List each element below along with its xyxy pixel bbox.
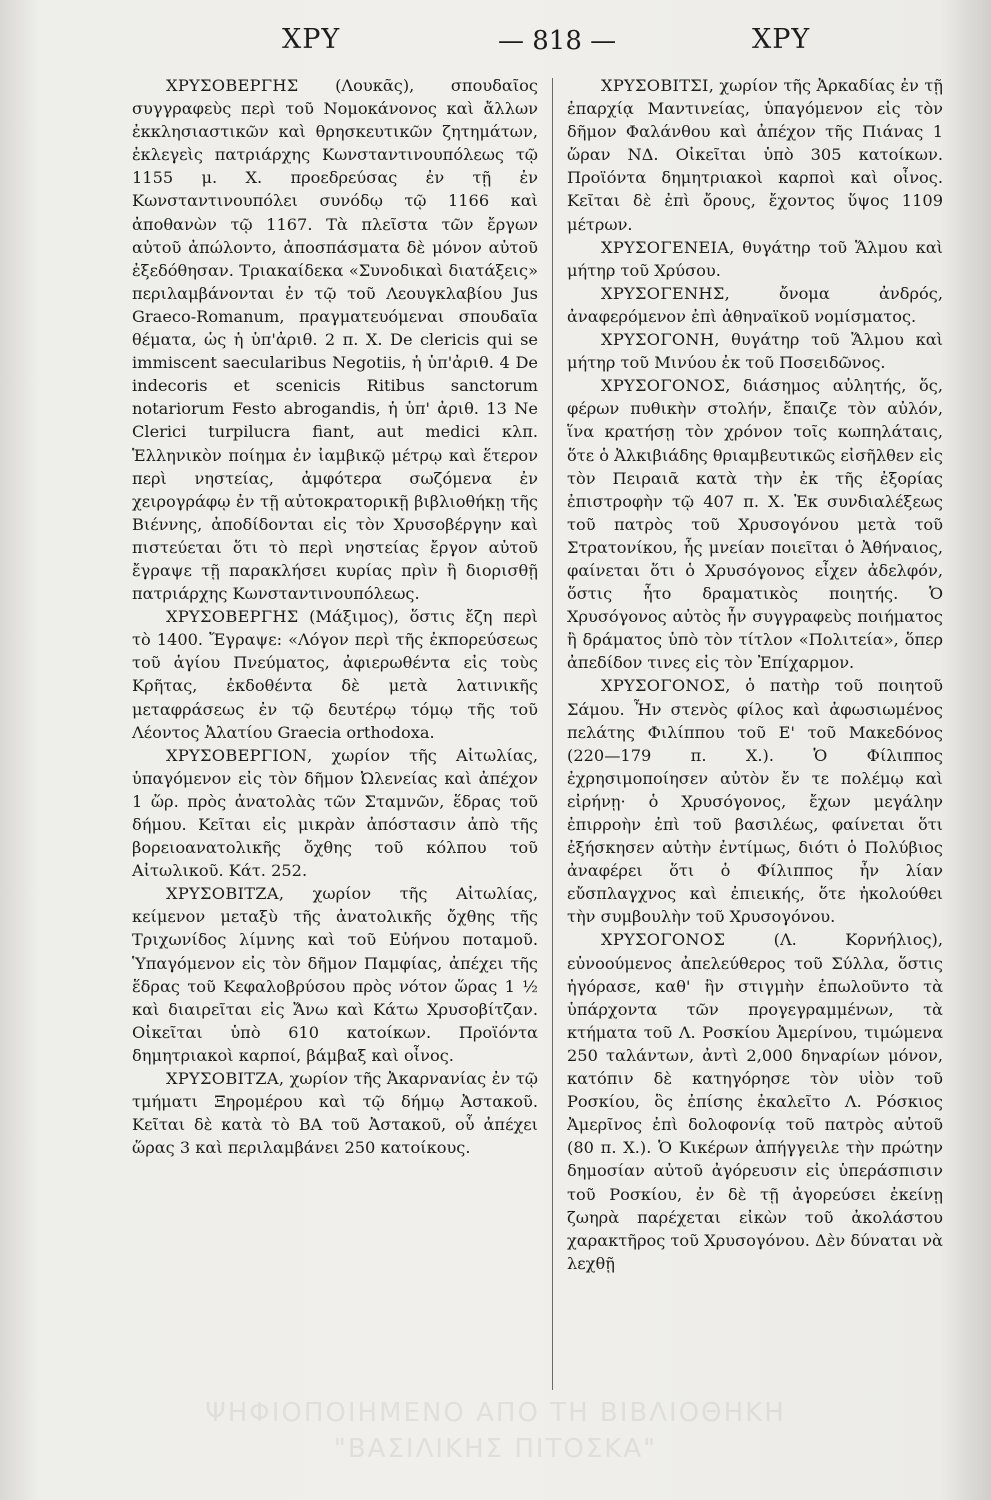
entry-headword: ΧΡΥΣΟΒΙΤΖΑ xyxy=(166,1069,279,1089)
page-number: — 818 — xyxy=(498,26,617,56)
entry-body: , ὁ πατὴρ τοῦ ποιητοῦ Σάμου. Ἦν στενὸς φίλος καὶ ἀφωσιωμένος πελάτης Φιλίππου τοῦ Ε' τοῦ Μακεδόνος (220—179 π. Χ.). Ὁ Φίλιππος ἐχρησιμοποίησεν αὐτὸν ἔν τε πολέμῳ καὶ εἰρήνῃ· ὁ Χρυσόγονος, ἔχων μεγάλην ἐπιρροὴν ἐπὶ τοῦ βασιλέως, φαίνεται ὅτι ἐξήσκησεν αὐτὴν ἐντίμως, διότι ὁ Πολύβιος ἀναφέρει ὅτι ὁ Φίλιππος ἦν λίαν εὔσπλαγχνος καὶ ἐπιεικής, ὅτε ἠκολούθει τὴν συμβουλὴν τοῦ Χρυσογόνου. xyxy=(567,676,943,927)
dictionary-entry xyxy=(132,744,538,883)
entry-headword: ΧΡΥΣΟΒΕΡΓΗΣ xyxy=(166,76,299,95)
dictionary-entry xyxy=(567,928,943,1274)
entry-headword: ΧΡΥΣΟΒΙΤΣΙ xyxy=(601,76,709,95)
left-column xyxy=(132,74,538,1159)
dictionary-entry xyxy=(567,328,943,374)
entry-body: , χωρίον τῆς Αἰτωλίας, ὑπαγόμενον εἰς τὸν δῆμον Ὠλενείας καὶ ἀπέχον 1 ὥρ. πρὸς ἀνατολὰς τῶν Σταμνῶν, ἕδρας τοῦ δήμου. Κεῖται εἰς μικρὰν ἀπόστασιν ἀπὸ τῆς βορειοανατολικῆς ὄχθης τοῦ κόλπου τοῦ Αἰτωλικοῦ. Κάτ. 252. xyxy=(132,745,538,881)
entry-headword: ΧΡΥΣΟΒΕΡΓΙΟΝ xyxy=(166,745,308,765)
column-divider xyxy=(552,78,553,1390)
right-guide-word: ΧΡΥ xyxy=(752,24,811,55)
dictionary-entry xyxy=(132,74,538,605)
entry-headword: ΧΡΥΣΟΓΟΝΟΣ xyxy=(601,376,726,396)
entry-body: , θυγάτηρ τοῦ Ἅλμου καὶ μήτηρ τοῦ Χρύσου. xyxy=(567,237,943,280)
page-header xyxy=(0,18,991,68)
entry-headword: ΧΡΥΣΟΒΕΡΓΗΣ xyxy=(166,607,299,627)
entry-headword: ΧΡΥΣΟΓΕΝΕΙΑ xyxy=(601,237,730,257)
dictionary-entry xyxy=(132,882,538,1067)
dictionary-entry xyxy=(567,282,943,328)
dictionary-entry xyxy=(567,74,943,236)
entry-headword: ΧΡΥΣΟΓΟΝΗ xyxy=(601,330,715,350)
entry-body: , θυγάτηρ τοῦ Ἅλμου καὶ μήτηρ τοῦ Μινύου ἐκ τοῦ Ποσειδῶνος. xyxy=(567,330,943,373)
dictionary-entry xyxy=(567,674,943,928)
entry-body: (Μάξιμος), ὅστις ἔζη περὶ τὸ 1400. Ἔγραψε: «Λόγον περὶ τῆς ἐκπορεύσεως τοῦ ἁγίου Πνεύματος, ἀφιερωθέντα εἰς τοὺς Κρῆτας, ἐκδοθέντα δὲ μετὰ λατινικῆς μεταφράσεως ἐν τῷ δευτέρῳ τόμῳ τῆς τοῦ Λέοντος Ἀλατίου Graecia orthodoxa. xyxy=(132,607,538,742)
entry-headword: ΧΡΥΣΟΓΕΝΗΣ xyxy=(601,283,725,303)
entry-body: (Λουκᾶς), σπουδαῖος συγγραφεὺς περὶ τοῦ Νομοκάνονος καὶ ἄλλων ἐκκλησιαστικῶν καὶ θρησκευτικῶν ζητημάτων, ἐκλεγεὶς πατριάρχης Κωνσταντινουπόλεως τῷ 1155 μ. Χ. προεδρεύσας ἐν τῇ ἐν Κωνσταντινουπόλει συνόδῳ τῷ 1166 καὶ ἀποθανὼν τῷ 1167. Τὰ πλεῖστα τῶν ἔργων αὐτοῦ ἀπώλοντο, ἀποσπάσματα δὲ μόνον αὐτοῦ ἐξεδόθησαν. Τριακαίδεκα «Συνοδικαὶ διατάξεις» περιλαμβάνονται ἐν τῷ τοῦ Λεουγκλαβίου Jus Graeco-Romanum, πραγματευόμεναι σπουδαῖα θέματα, ὡς ἡ ὑπ'ἀριθ. 2 π. Χ. De clericis qui se immiscent saecularibus Negotiis, ἡ ὑπ'ἀριθ. 4 De indecoris et scenicis Ritibus sanctorum notariorum Festo abrogandis, ἡ ὑπ' ἀριθ. 13 Ne Clerici turpilucra fiant, aut medici κλπ. Ἑλληνικὸν ποίημα ἐν ἰαμβικῷ μέτρῳ καὶ ἕτερον περὶ νηστείας, ἀμφότερα σωζόμενα ἐν χειρογράφῳ ἐν τῇ αὐτοκρατορικῇ βιβλιοθήκῃ τῆς Βιέννης, ἀποδίδονται εἰς τὸν Χρυσοβέργην καὶ πιστεύεται ὅτι τὸ περὶ νηστείας ἔργον αὐτοῦ ἔγραψε τῇ παρακλήσει κυρίας πρὶν ἢ διορισθῇ πατριάρχης Κωνσταντινουπόλεως. xyxy=(132,76,538,604)
entry-body: , χωρίον τῆς Ἀρκαδίας ἐν τῇ ἐπαρχίᾳ Μαντινείας, ὑπαγόμενον εἰς τὸν δῆμον Φαλάνθου καὶ ἀπέχον τῆς Πιάνας 1 ὥραν ΝΔ. Οἰκεῖται ὑπὸ 305 κατοίκων. Προϊόντα δημητριακοὶ καρποὶ καὶ οἶνος. Κεῖται δὲ ἐπὶ ὄρους, ἔχοντος ὕψος 1109 μέτρων. xyxy=(567,76,943,234)
watermark-line-1: ΨΗΦΙΟΠΟΙΗΜΕΝΟ ΑΠΟ ΤΗ ΒΙΒΛΙΟΘΗΚΗ xyxy=(205,1398,786,1428)
entry-body: , χωρίον τῆς Ἀκαρνανίας ἐν τῷ τμήματι Ξηρομέρου καὶ τῷ δήμῳ Ἀστακοῦ. Κεῖται δὲ κατὰ τὸ ΒΑ τοῦ Ἀστακοῦ, οὗ ἀπέχει ὥρας 3 καὶ περιλαμβάνει 250 κατοίκους. xyxy=(132,1069,538,1158)
dictionary-entry xyxy=(567,236,943,282)
entry-headword: ΧΡΥΣΟΓΟΝΟΣ xyxy=(601,930,726,950)
entry-body: , ὄνομα ἀνδρός, ἀναφερόμενον ἐπὶ ἀθηναϊκοῦ νομίσματος. xyxy=(567,283,943,326)
dictionary-entry xyxy=(132,1067,538,1159)
left-guide-word: ΧΡΥ xyxy=(282,24,341,55)
entry-headword: ΧΡΥΣΟΓΟΝΟΣ xyxy=(601,676,726,696)
dictionary-entry xyxy=(567,374,943,674)
right-column xyxy=(567,74,943,1275)
entry-body: , χωρίον τῆς Αἰτωλίας, κείμενον μεταξὺ τῆς ἀνατολικῆς ὄχθης τῆς Τριχωνίδος λίμνης καὶ τοῦ Εὐήνου ποταμοῦ. Ὑπαγόμενον εἰς τὸν δῆμον Παμφίας, ἀπέχει τῆς ἕδρας τοῦ Κεφαλοβρύσου πρὸς νότον ὥρας 1 ½ καὶ διαιρεῖται εἰς Ἄνω καὶ Κάτω Χρυσοβίτζαν. Οἰκεῖται ὑπὸ 610 κατοίκων. Προϊόντα δημητριακοὶ καρποί, βάμβαξ καὶ οἶνος. xyxy=(132,884,538,1065)
entry-body: (Λ. Κορνήλιος), εὐνοούμενος ἀπελεύθερος τοῦ Σύλλα, ὅστις ἠγόρασε, καθ' ἣν στιγμὴν ἐπωλοῦντο τὰ ὑπάρχοντα τῶν προγεγραμμένων, τὰ κτήματα τοῦ Λ. Ροσκίου Ἀμερίνου, τιμώμενα 250 ταλάντων, ἀντὶ 2,000 δηναρίων μόνον, κατόπιν δὲ κατηγόρησε τὸν υἱὸν τοῦ Ροσκίου, ὃς ἐπίσης ἐκαλεῖτο Λ. Ρόσκιος Ἀμερῖνος ἐπὶ δολοφονίᾳ τοῦ πατρὸς αὐτοῦ (80 π. Χ.). Ὁ Κικέρων ἀπήγγειλε τὴν πρώτην δημοσίαν αὐτοῦ ἀγόρευσιν εἰς ὑπεράσπισιν τοῦ Ροσκίου, ἐν δὲ τῇ ἀγορεύσει ἐκείνῃ ζωηρὰ παρέχεται εἰκὼν τοῦ ἀκολάστου χαρακτῆρος τοῦ Χρυσογόνου. Δὲν δύναται νὰ λεχθῇ xyxy=(567,930,943,1273)
dictionary-entry xyxy=(132,605,538,744)
entry-headword: ΧΡΥΣΟΒΙΤΖΑ xyxy=(166,884,279,904)
entry-body: , διάσημος αὐλητής, ὅς, φέρων πυθικὴν στολήν, ἔπαιζε τὸν αὐλόν, ἵνα κρατήσῃ τὸν χρόνον τοῖς κωπηλάταις, ὅτε ὁ Ἀλκιβιάδης θριαμβευτικῶς εἰσῆλθεν εἰς τὸν Πειραιᾶ κατὰ τὴν ἐκ τῆς ἐξορίας ἐπιστροφὴν τῷ 407 π. Χ. Ἐκ συνδιαλέξεως τοῦ πατρὸς τοῦ Χρυσογόνου μετὰ τοῦ Στρατονίκου, ἧς μνείαν ποιεῖται ὁ Ἀθήναιος, φαίνεται ὅτι ὁ Χρυσόγονος εἶχεν ἀδελφόν, ὅστις ἦτο δραματικὸς ποιητής. Ὁ Χρυσόγονος αὐτὸς ἦν συγγραφεὺς ποιήματος ἢ δράματος ὑπὸ τὸν τίτλον «Πολιτεία», ὅπερ ἀπεδίδον τινες εἰς τὸν Ἐπίχαρμον. xyxy=(567,376,943,673)
watermark-line-2: "ΒΑΣΙΛΙΚΗΣ ΠΙΤΟΣΚΑ" xyxy=(333,1434,658,1464)
